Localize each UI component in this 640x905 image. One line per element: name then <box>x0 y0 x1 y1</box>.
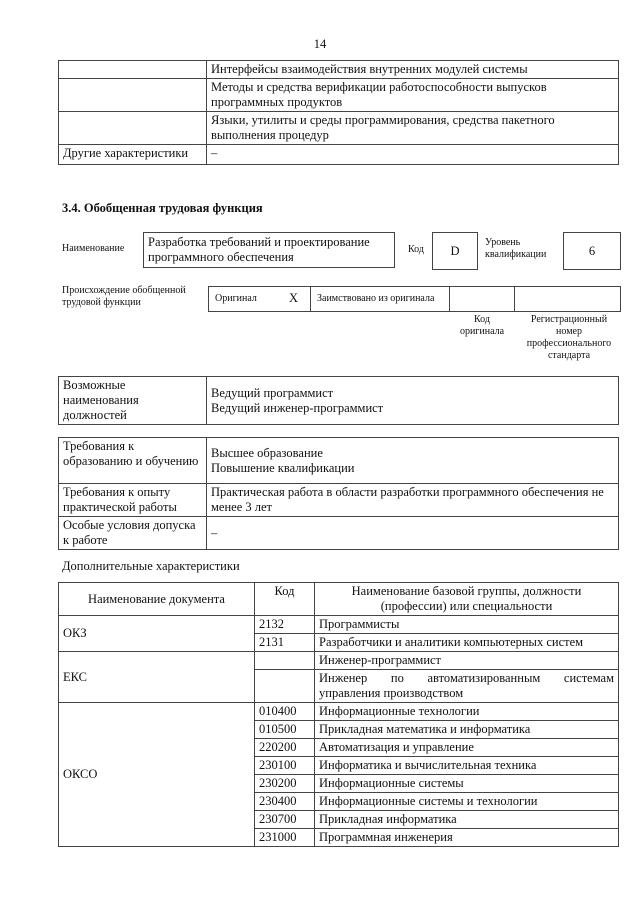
code-cell: 2132 <box>255 616 315 634</box>
name-cell: Инженер по автоматизированным системам управления производством <box>315 670 619 703</box>
code-cell: 010400 <box>255 703 315 721</box>
other-characteristics-label: Другие характеристики <box>59 145 207 165</box>
name-cell: Информационные системы <box>315 775 619 793</box>
code-cell <box>255 652 315 670</box>
header-name: Наименование базовой группы, должности (профессии) или специальности <box>315 583 619 616</box>
name-cell: Автоматизация и управление <box>315 739 619 757</box>
code-cell: 230200 <box>255 775 315 793</box>
requirement-value: Повышение квалификации <box>211 460 355 475</box>
requirement-label: Особые условия допуска к работе <box>59 517 207 550</box>
positions-table <box>58 376 619 425</box>
code-cell: 2131 <box>255 634 315 652</box>
requirement-value: – <box>207 517 619 550</box>
origin-table <box>208 286 621 312</box>
name-cell: Программисты <box>315 616 619 634</box>
original-label: Оригинал <box>215 293 257 304</box>
name-cell: Инженер-программист <box>315 652 619 670</box>
position-item: Ведущий программист <box>211 385 334 400</box>
code-original-caption: Код оригинала <box>459 314 505 337</box>
header-code: Код <box>255 583 315 616</box>
level-label: Уровень квалификации <box>485 237 547 260</box>
other-characteristics-value: – <box>207 145 619 165</box>
name-cell: Информатика и вычислительная техника <box>315 757 619 775</box>
requirement-label: Требования к образованию и обучению <box>59 438 207 484</box>
doc-okz: ОКЗ <box>59 616 255 652</box>
knowledge-row: Интерфейсы взаимодействия внутренних модулей системы <box>207 61 619 79</box>
borrowed-label: Заимствовано из оригинала <box>317 293 435 304</box>
position-item: Ведущий инженер-программист <box>211 400 384 415</box>
top-table <box>58 60 619 165</box>
name-cell: Разработчики и аналитики компьютерных систем <box>315 634 619 652</box>
divider <box>310 287 311 311</box>
divider <box>449 287 450 311</box>
code-cell: 230400 <box>255 793 315 811</box>
requirement-value: Высшее образование <box>211 445 323 460</box>
doc-okso: ОКСО <box>59 703 255 847</box>
requirement-value: Практическая работа в области разработки программного обеспечения не менее 3 лет <box>207 484 619 517</box>
knowledge-row: Методы и средства верификации работоспособности выпусков программных продуктов <box>207 79 619 112</box>
name-cell: Информационные технологии <box>315 703 619 721</box>
code-cell <box>255 670 315 703</box>
original-mark: X <box>289 291 299 305</box>
code-label: Код <box>408 244 424 255</box>
extra-title: Дополнительные характеристики <box>62 559 240 573</box>
header-document: Наименование документа <box>59 583 255 616</box>
name-cell: Прикладная информатика <box>315 811 619 829</box>
name-cell: Программная инженерия <box>315 829 619 847</box>
function-name-value: Разработка требований и проектирование программного обеспечения <box>143 232 395 268</box>
positions-label: Возможные наименования должностей <box>59 377 207 425</box>
level-value: 6 <box>563 232 621 270</box>
code-cell: 230700 <box>255 811 315 829</box>
name-label: Наименование <box>62 243 125 254</box>
code-cell: 010500 <box>255 721 315 739</box>
code-cell: 230100 <box>255 757 315 775</box>
doc-eks: ЕКС <box>59 652 255 703</box>
knowledge-row: Языки, утилиты и среды программирования, средства пакетного выполнения процедур <box>207 112 619 145</box>
extra-table <box>58 582 619 847</box>
page-number: 14 <box>313 37 327 51</box>
reg-number-caption: Регистрационный номер профессионального стандарта <box>526 314 612 361</box>
code-cell: 231000 <box>255 829 315 847</box>
name-cell: Прикладная математика и информатика <box>315 721 619 739</box>
requirement-label: Требования к опыту практической работы <box>59 484 207 517</box>
divider <box>514 287 515 311</box>
code-cell: 220200 <box>255 739 315 757</box>
name-cell: Информационные системы и технологии <box>315 793 619 811</box>
code-value: D <box>432 232 478 270</box>
origin-label: Происхождение обобщенной трудовой функции <box>62 285 186 308</box>
section-title: 3.4. Обобщенная трудовая функция <box>62 201 263 215</box>
requirements-table <box>58 437 619 550</box>
